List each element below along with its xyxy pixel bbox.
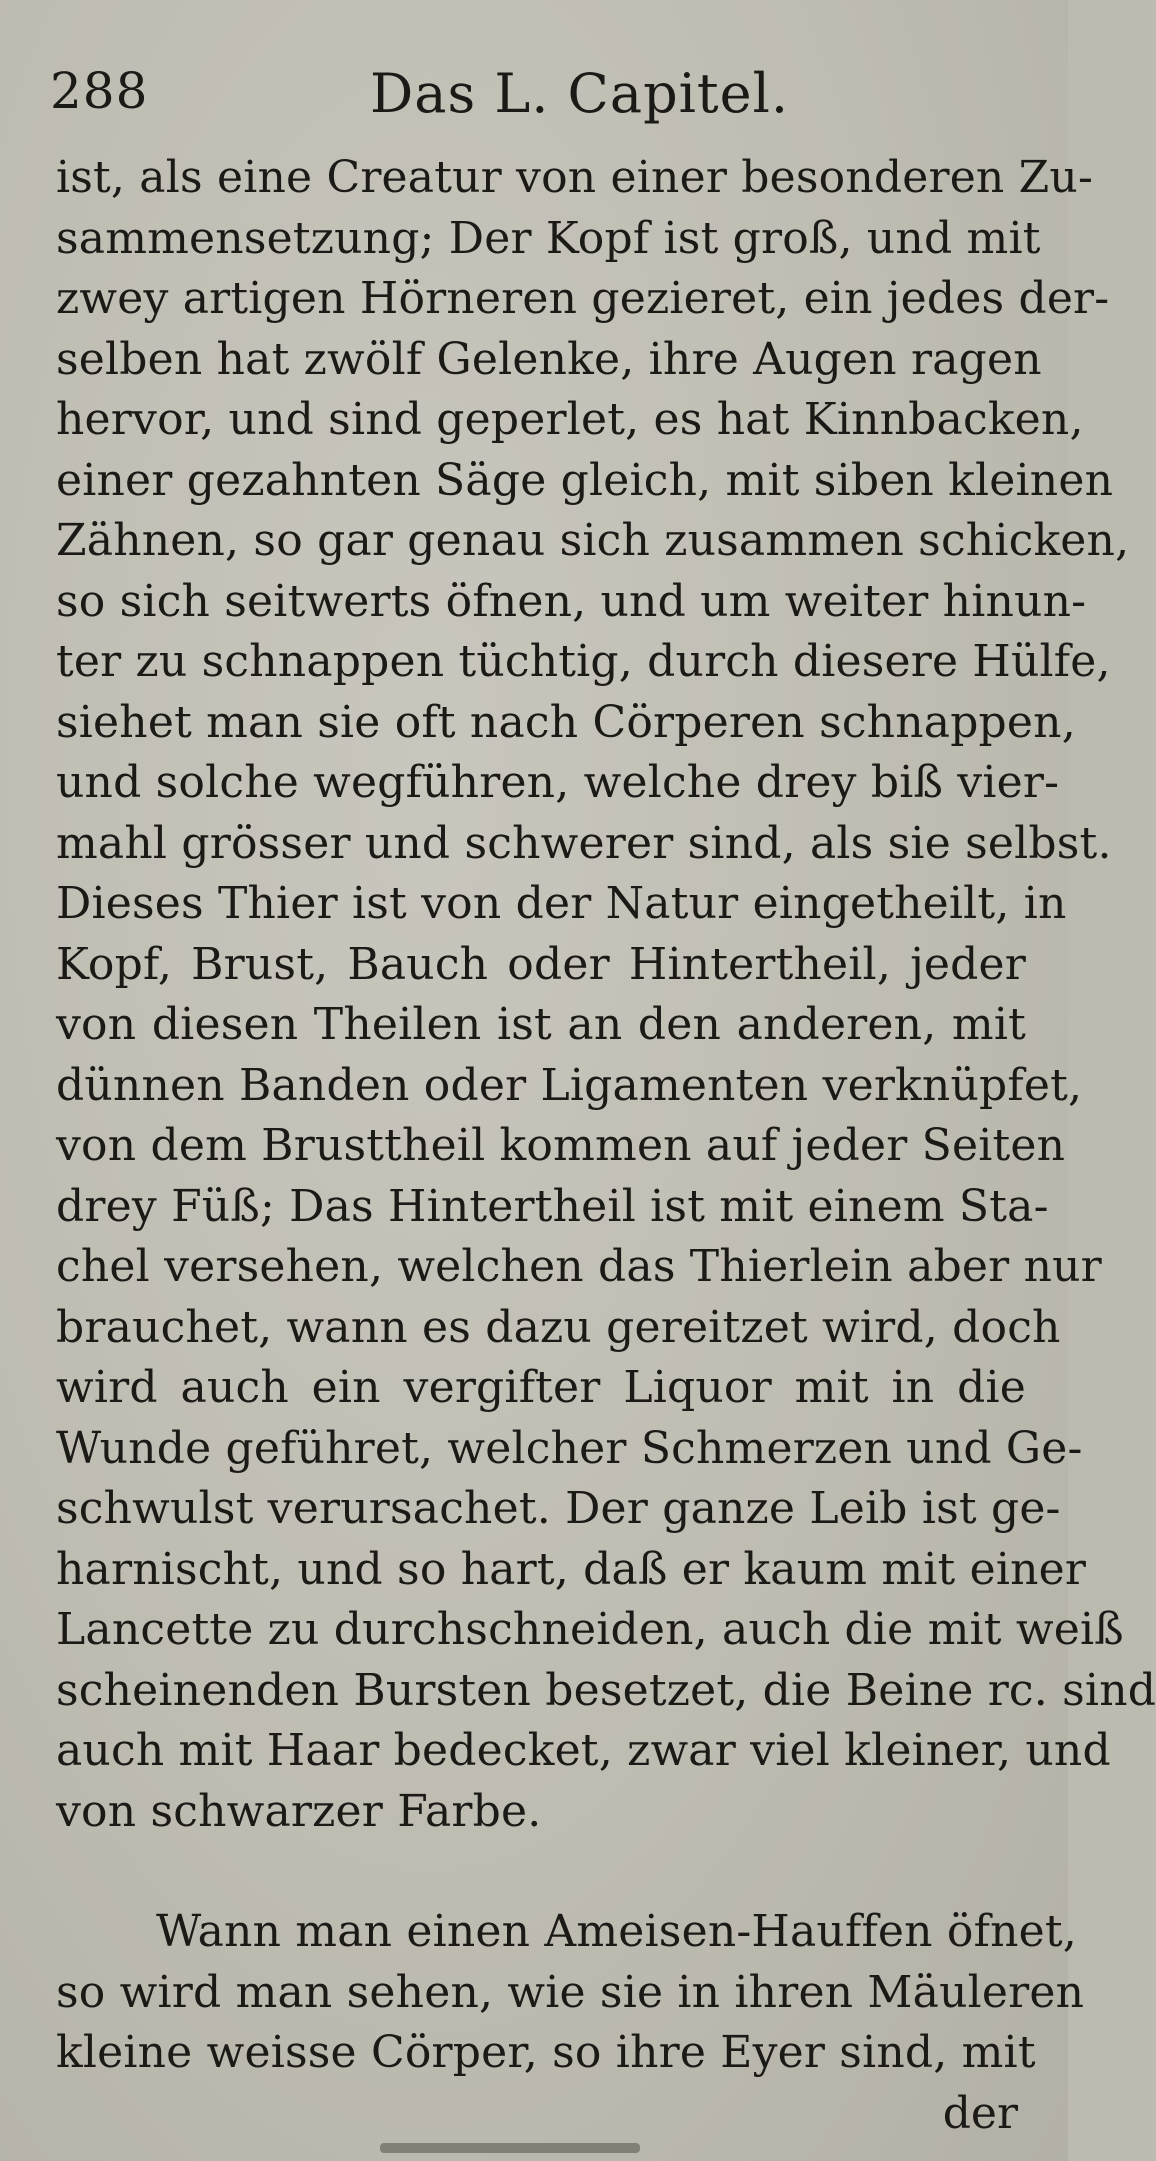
- paragraph-gap: [56, 1842, 1026, 1902]
- text-line: ist, als eine Creatur von einer besonderen Zu-: [56, 152, 1094, 203]
- text-line: so sich seitwerts öfnen, und um weiter hinun-: [56, 575, 1087, 627]
- text-line: scheinenden Bursten besetzet, die Beine rc. sind: [56, 1664, 1156, 1716]
- text-line: von schwarzer Farbe.: [56, 1785, 542, 1837]
- text-line: dünnen Banden oder Ligamenten verknüpfet,: [56, 1059, 1083, 1111]
- paragraph: [56, 148, 1156, 1842]
- text-line: kleine weisse Cörper, so ihre Eyer sind, mit: [56, 2027, 1036, 2078]
- page-header: [50, 62, 1030, 132]
- text-line: und solche wegführen, welche drey biß vier-: [56, 757, 1060, 808]
- text-line: drey Füß; Das Hintertheil ist mit einem Sta-: [56, 1180, 1049, 1232]
- text-line: Lancette zu durchschneiden, auch die mit weiß: [56, 1604, 1124, 1655]
- text-line: brauchet, wann es dazu gereitzet wird, doch: [56, 1301, 1061, 1353]
- text-line: wird auch ein vergifter Liquor mit in die: [56, 1362, 1026, 1413]
- text-line: Dieses Thier ist von der Natur eingetheilt, in: [56, 878, 1067, 929]
- text-line: selben hat zwölf Gelenke, ihre Augen ragen: [56, 333, 1042, 385]
- page-number: 288: [50, 62, 149, 120]
- text-line: siehet man sie oft nach Cörperen schnappen,: [56, 696, 1076, 748]
- text-line: hervor, und sind geperlet, es hat Kinnbacken,: [56, 394, 1084, 445]
- text-line: von dem Brusttheil kommen auf jeder Seiten: [56, 1120, 1066, 1171]
- paragraph: [56, 1902, 1085, 2084]
- text-line: schwulst verursachet. Der ganze Leib ist ge-: [56, 1483, 1061, 1534]
- text-line: ter zu schnappen tüchtig, durch diesere Hülfe,: [56, 636, 1111, 687]
- text-line: Kopf, Brust, Bauch oder Hintertheil, jeder: [56, 938, 1026, 990]
- text-line: chel versehen, welchen das Thierlein aber nur: [56, 1241, 1102, 1292]
- text-line: von diesen Theilen ist an den anderen, mit: [56, 999, 1026, 1050]
- text-line: auch mit Haar bedecket, zwar viel kleiner, und: [56, 1725, 1111, 1776]
- text-line: so wird man sehen, wie sie in ihren Mäuleren: [56, 1966, 1085, 2018]
- text-line: zwey artigen Hörneren gezieret, ein jedes der-: [56, 273, 1110, 324]
- body-text: [56, 148, 1156, 2144]
- text-line: mahl grösser und schwerer sind, als sie selbst.: [56, 817, 1112, 869]
- text-line: Wann man einen Ameisen-Hauffen öfnet,: [156, 1906, 1077, 1957]
- catchword: der: [942, 2087, 1018, 2139]
- text-line: sammensetzung; Der Kopf ist groß, und mit: [56, 212, 1041, 264]
- running-title: Das L. Capitel.: [370, 62, 789, 125]
- page-edge-shadow: [380, 2143, 640, 2153]
- text-line: Wunde geführet, welcher Schmerzen und Ge-: [56, 1422, 1083, 1474]
- text-line: harnischt, und so hart, daß er kaum mit einer: [56, 1543, 1087, 1595]
- text-line: Zähnen, so gar genau sich zusammen schicken,: [56, 515, 1130, 566]
- text-line: einer gezahnten Säge gleich, mit siben kleinen: [56, 454, 1114, 506]
